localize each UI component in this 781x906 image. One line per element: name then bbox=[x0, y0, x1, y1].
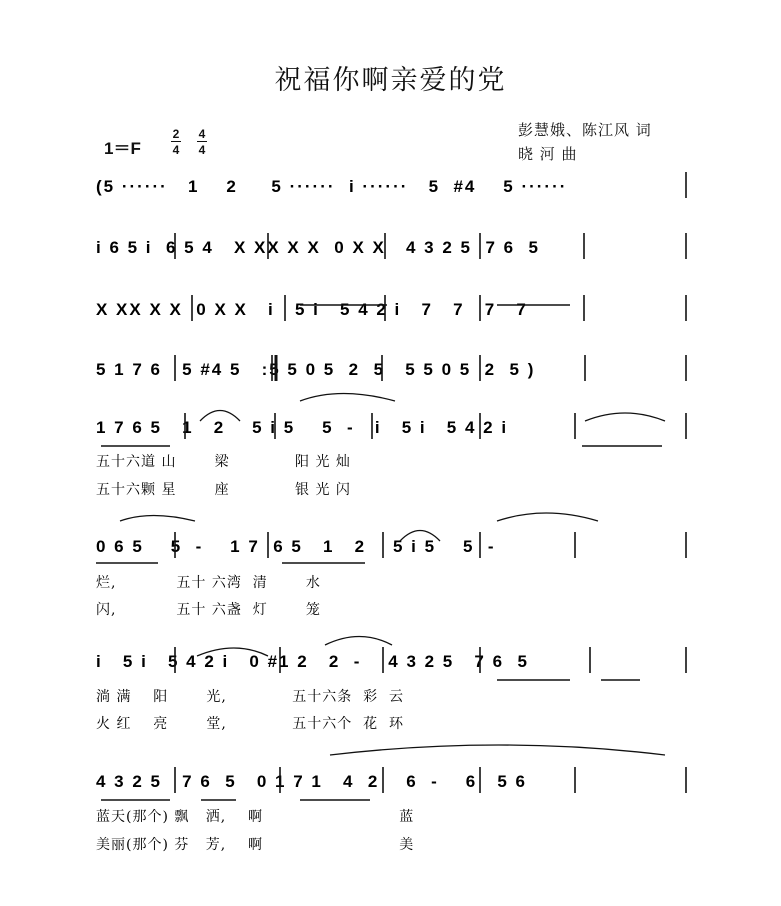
lyricist-credit: 彭慧娥、陈江风 词 bbox=[518, 121, 652, 139]
lyric-line-8-2: 美丽(那个) 芬 芳, 啊 美 bbox=[96, 837, 415, 853]
music-line-8: 4 3 2 5 7 6 5 0 1 7 1 4 2 6 - 6 5 6 bbox=[96, 772, 527, 791]
music-line-3: X XX X X 0 X X i 5 i 5 4 2 i 7 7 7 7 bbox=[96, 300, 528, 319]
music-line-6: 0 6 5 5 - 1 7 6 5 1 2 5 i 5 5 - bbox=[96, 537, 496, 556]
lyric-line-8-1: 蓝天(那个) 飘 洒, 啊 蓝 bbox=[96, 809, 415, 825]
slur bbox=[325, 637, 392, 646]
slur bbox=[585, 413, 665, 421]
key-signature: 1＝F bbox=[104, 139, 141, 158]
time-sig-top-2: 4 bbox=[198, 127, 206, 141]
time-sig-bottom-1: 4 bbox=[172, 143, 180, 157]
slur bbox=[120, 516, 195, 522]
composer-credit: 晓 河 曲 bbox=[518, 145, 578, 163]
lyric-line-6-1: 烂, 五十 六湾 清 水 bbox=[96, 575, 321, 591]
lyric-line-7-1: 淌 满 阳 光, 五十六条 彩 云 bbox=[96, 689, 405, 705]
music-line-2: i 6 5 i 6 5 4 X XX X X 0 X X 4 3 2 5 7 6 5 bbox=[96, 238, 540, 257]
lyric-line-5-2: 五十六颗 星 座 银 光 闪 bbox=[96, 482, 351, 498]
lyric-line-5-1: 五十六道 山 梁 阳 光 灿 bbox=[96, 454, 351, 470]
slur bbox=[497, 513, 598, 521]
slur bbox=[300, 394, 395, 402]
music-line-1: (5 ······ 1 2 5 ······ i ······ 5 #4 5 ······ bbox=[96, 177, 568, 196]
time-sig-bottom-2: 4 bbox=[198, 143, 206, 157]
slur bbox=[330, 745, 665, 755]
music-line-4: 5 1 7 6 5 #4 5 :5 5 0 5 2 5 5 5 0 5 2 5 ) bbox=[96, 360, 536, 379]
song-title: 祝福你啊亲爱的党 bbox=[274, 65, 507, 96]
lyric-line-6-2: 闪, 五十 六盏 灯 笼 bbox=[96, 602, 321, 618]
music-line-5: 1 7 6 5 1 2 5 i 5 5 - i 5 i 5 4 2 i bbox=[96, 418, 509, 437]
music-line-7: i 5 i 5 4 2 i 0 #1 2 2 - 4 3 2 5 7 6 5 bbox=[96, 652, 529, 671]
lyric-line-7-2: 火 红 亮 堂, 五十六个 花 环 bbox=[96, 716, 405, 732]
time-sig-top-1: 2 bbox=[172, 127, 180, 141]
